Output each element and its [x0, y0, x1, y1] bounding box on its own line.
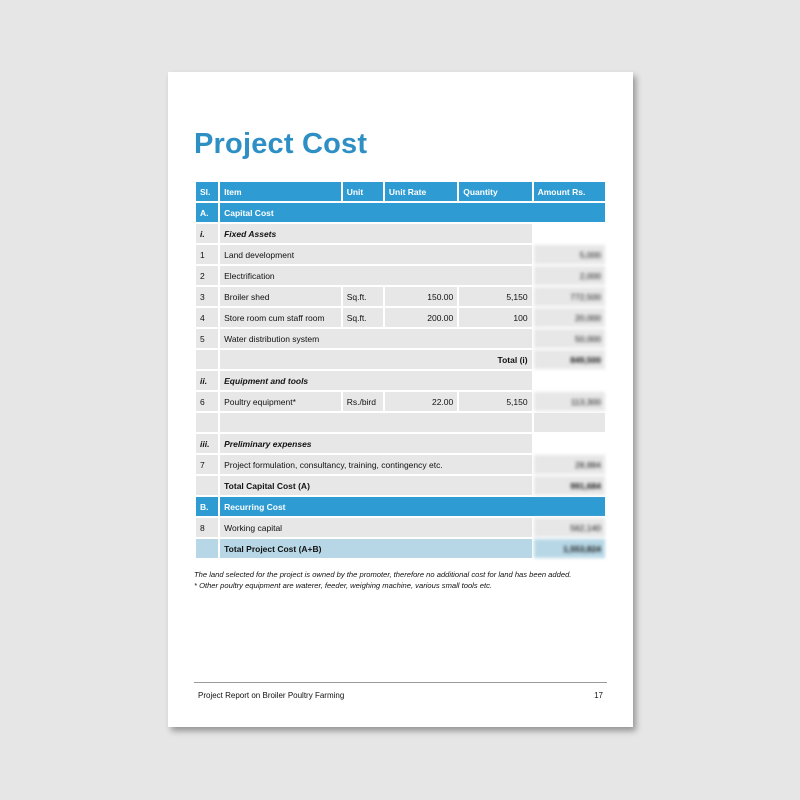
grand-total-row [196, 539, 605, 558]
total-capital-row [196, 476, 605, 495]
footnotes [194, 569, 614, 591]
row-amount: 2,000 [534, 266, 605, 285]
total-i-amount: 849,500 [534, 350, 605, 369]
row-unit: Sq.ft. [343, 287, 383, 306]
row-item: Project formulation, consultancy, training, contingency etc. [220, 455, 532, 474]
subsection-label: Fixed Assets [220, 224, 532, 243]
header-item: Item [220, 182, 341, 201]
section-capital-cost [196, 203, 605, 222]
header-amount: Amount Rs. [534, 182, 605, 201]
header-quantity: Quantity [459, 182, 531, 201]
row-unit-rate: 22.00 [385, 392, 457, 411]
document-page [168, 72, 633, 727]
footer-page-number: 17 [594, 691, 603, 700]
total-capital-label: Total Capital Cost (A) [220, 476, 532, 495]
subsection-preliminary [196, 434, 605, 453]
header-unit: Unit [343, 182, 383, 201]
table-row [196, 308, 605, 327]
row-sl: 6 [196, 392, 218, 411]
row-item: Water distribution system [220, 329, 532, 348]
subsection-code: iii. [196, 434, 218, 453]
subsection-label: Preliminary expenses [220, 434, 532, 453]
row-item: Store room cum staff room [220, 308, 341, 327]
row-quantity: 5,150 [459, 392, 531, 411]
table-row [196, 518, 605, 537]
row-sl: 3 [196, 287, 218, 306]
row-sl: 5 [196, 329, 218, 348]
table-header-row [196, 182, 605, 201]
row-item: Working capital [220, 518, 532, 537]
project-cost-table [194, 180, 607, 560]
table-row [196, 287, 605, 306]
row-quantity: 5,150 [459, 287, 531, 306]
row-unit-rate: 150.00 [385, 287, 457, 306]
row-amount: 772,500 [534, 287, 605, 306]
row-amount: 28,884 [534, 455, 605, 474]
row-unit: Sq.ft. [343, 308, 383, 327]
table-row [196, 245, 605, 264]
total-capital-amount: 991,684 [534, 476, 605, 495]
row-sl: 4 [196, 308, 218, 327]
grand-total-amount: 1,553,824 [534, 539, 605, 558]
table-row [196, 392, 605, 411]
section-label: Recurring Cost [220, 497, 605, 516]
total-i-row [196, 350, 605, 369]
row-amount: 113,300 [534, 392, 605, 411]
row-sl: 8 [196, 518, 218, 537]
spacer-row [196, 413, 605, 432]
row-sl: 7 [196, 455, 218, 474]
row-item: Broiler shed [220, 287, 341, 306]
row-sl: 1 [196, 245, 218, 264]
subsection-code: ii. [196, 371, 218, 390]
row-item: Land development [220, 245, 532, 264]
footnote-equipment: * Other poultry equipment are waterer, feeder, weighing machine, various small tools etc. [194, 581, 492, 590]
row-amount: 20,000 [534, 308, 605, 327]
row-quantity: 100 [459, 308, 531, 327]
row-amount: 5,000 [534, 245, 605, 264]
subsection-equipment [196, 371, 605, 390]
total-i-label: Total (i) [220, 350, 532, 369]
table-row [196, 266, 605, 285]
section-code: A. [196, 203, 218, 222]
row-item: Poultry equipment* [220, 392, 341, 411]
row-unit: Rs./bird [343, 392, 383, 411]
page-title: Project Cost [194, 128, 368, 160]
footnote-land: The land selected for the project is owned by the promoter, therefore no additional cost for land has been added. [194, 570, 572, 579]
section-label: Capital Cost [220, 203, 605, 222]
footer-report-title: Project Report on Broiler Poultry Farming [198, 691, 345, 700]
subsection-label: Equipment and tools [220, 371, 532, 390]
subsection-fixed-assets [196, 224, 605, 243]
header-unit-rate: Unit Rate [385, 182, 457, 201]
row-amount: 562,140 [534, 518, 605, 537]
section-recurring-cost [196, 497, 605, 516]
grand-total-label: Total Project Cost (A+B) [220, 539, 532, 558]
subsection-code: i. [196, 224, 218, 243]
row-sl: 2 [196, 266, 218, 285]
header-sl: Sl. [196, 182, 218, 201]
row-amount: 50,000 [534, 329, 605, 348]
table-row [196, 455, 605, 474]
row-unit-rate: 200.00 [385, 308, 457, 327]
row-item: Electrification [220, 266, 532, 285]
table-row [196, 329, 605, 348]
section-code: B. [196, 497, 218, 516]
footer-divider [194, 682, 607, 683]
